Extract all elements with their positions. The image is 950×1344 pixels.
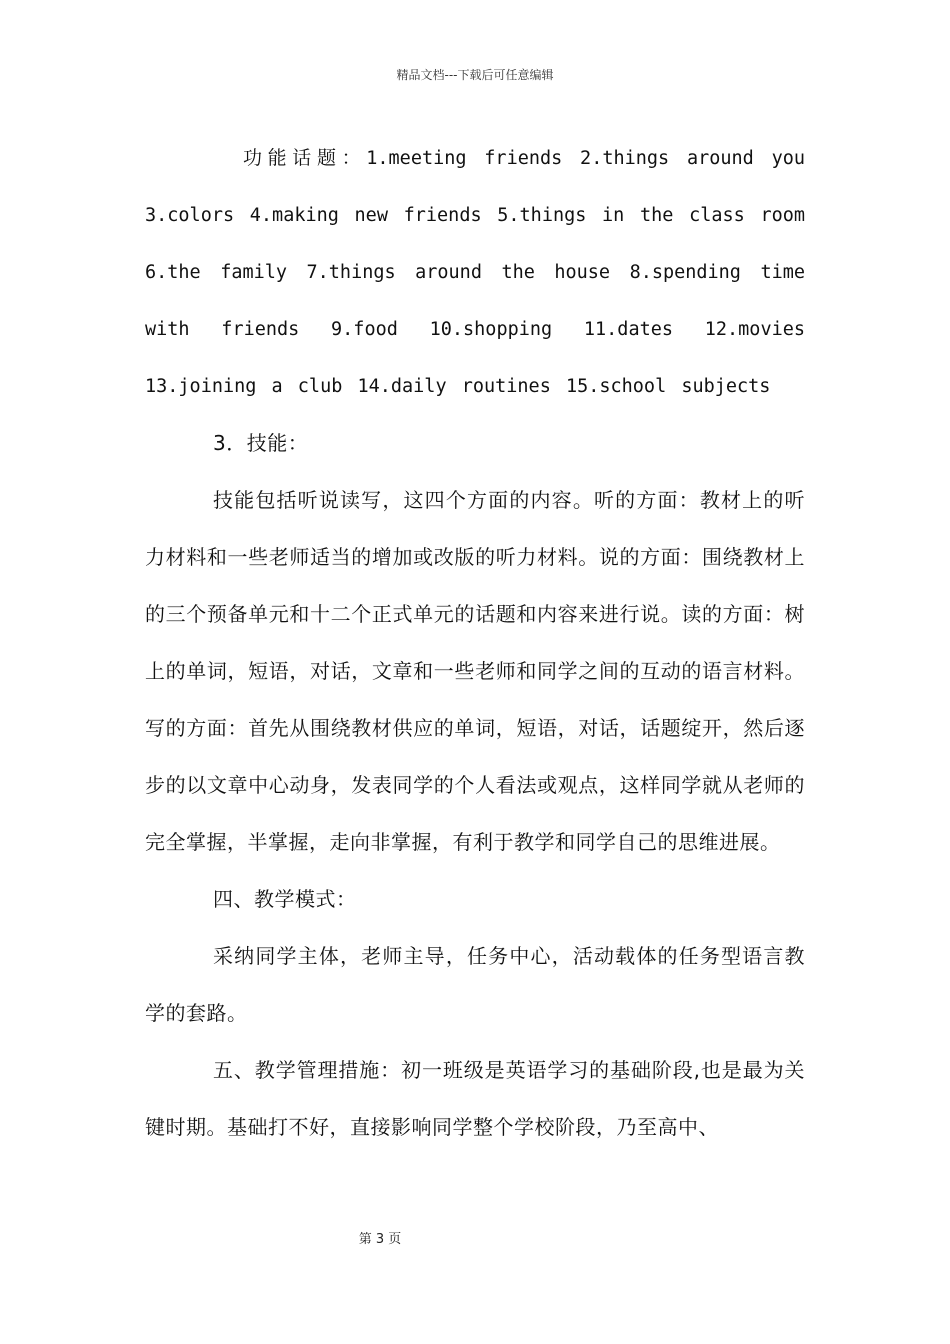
skills-heading: 3．技能： [213,431,309,455]
page-number: 第 3 页 [358,1232,402,1247]
functional-topics-lead: 功能话题： [243,147,367,169]
management-paragraph: 五、教学管理措施：初一班级是英语学习的基础阶段,也是最为关键时期。基础打不好，直接影响同学整个学校阶段，乃至高中、 [145,1058,805,1139]
document-body [145,130,805,1156]
teaching-mode-paragraph: 采纳同学主体，老师主导，任务中心，活动载体的任务型语言教学的套路。 [145,944,805,1025]
teaching-mode-heading: 四、教学模式： [213,887,357,911]
page-header: 精品文档---下载后可任意编辑 [396,68,554,82]
functional-topics-paragraph [145,130,805,415]
functional-topics-list: 1.meeting friends 2.things around you 3.colors 4.making new friends 5.things in the class room 6.the family 7.things around the house 8.spending time with friends 9.food 10.shopping 11.dates 12.movies 13.joining a club 14.daily routines 15.school subjects [145,148,805,397]
skills-paragraph: 技能包括听说读写，这四个方面的内容。听的方面：教材上的听力材料和一些老师适当的增加或改版的听力材料。说的方面：围绕教材上的三个预备单元和十二个正式单元的话题和内容来进行说。读的方面：树上的单词，短语，对话，文章和一些老师和同学之间的互动的语言材料。写的方面：首先从围绕教材供应的单词，短语，对话，话题绽开，然后逐步的以文章中心动身，发表同学的个人看法或观点，这样同学就从老师的完全掌握，半掌握，走向非掌握，有利于教学和同学自己的思维进展。 [145,488,805,854]
